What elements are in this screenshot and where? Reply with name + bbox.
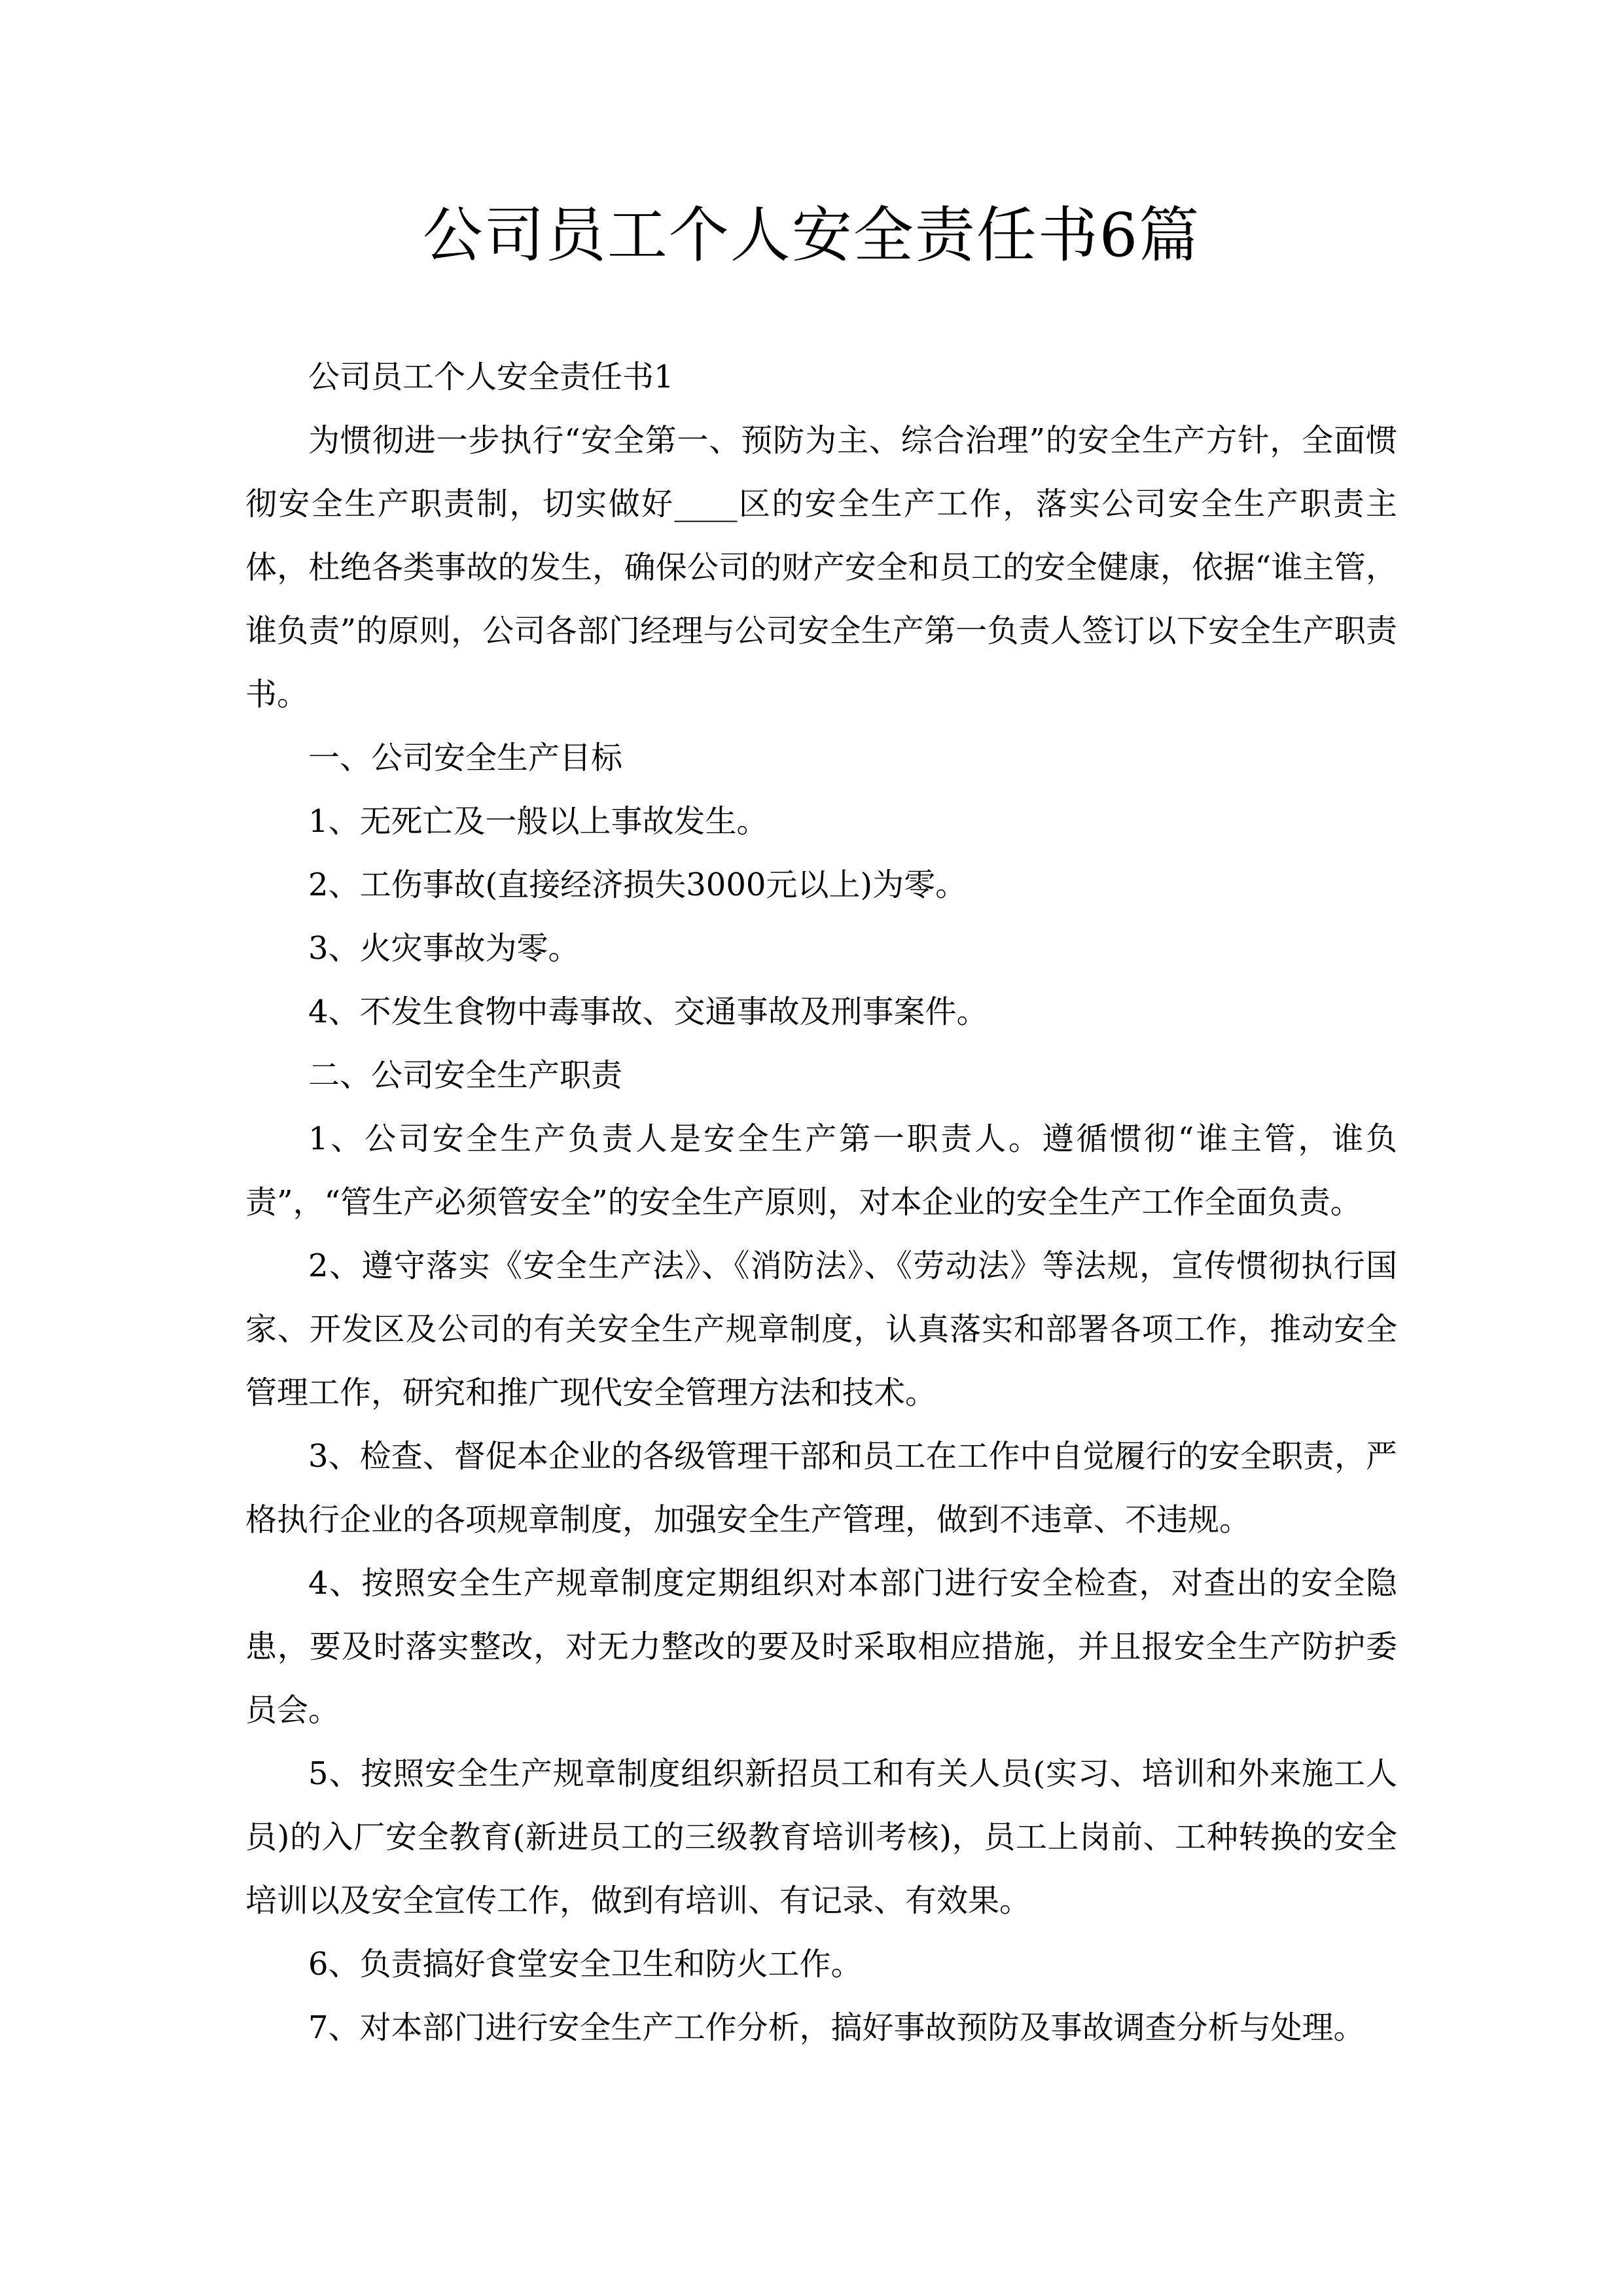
part2-item: 5、按照安全生产规章制度组织新招员工和有关人员(实习、培训和外来施工人员)的入厂安全教育(新进员工的三级教育培训考核)，员工上岗前、工种转换的安全培训以及安全宣传工作，做到有培训、有记录、有效果。 — [245, 1755, 1397, 1919]
document-title: 公司员工个人安全责任书6篇 — [422, 200, 1201, 270]
part1-heading: 一、公司安全生产目标 — [308, 740, 623, 776]
part2-item: 7、对本部门进行安全生产工作分析，搞好事故预防及事故调查分析与处理。 — [308, 2009, 1365, 2046]
part2-item: 3、检查、督促本企业的各级管理干部和员工在工作中自觉履行的安全职责，严格执行企业的各项规章制度，加强安全生产管理，做到不违章、不违规。 — [245, 1438, 1397, 1538]
part2-item: 4、按照安全生产规章制度定期组织对本部门进行安全检查，对查出的安全隐患，要及时落实整改，对无力整改的要及时采取相应措施，并且报安全生产防护委员会。 — [245, 1565, 1397, 1729]
part2-item: 1、公司安全生产负责人是安全生产第一职责人。遵循惯彻“谁主管，谁负责”，“管生产必须管安全”的安全生产原则，对本企业的安全生产工作全面负责。 — [245, 1121, 1397, 1221]
part1-item: 3、火灾事故为零。 — [308, 930, 580, 967]
part2-heading: 二、公司安全生产职责 — [308, 1057, 623, 1094]
part2-item: 6、负责搞好食堂安全卫生和防火工作。 — [308, 1946, 863, 1982]
document-body — [245, 346, 1397, 2060]
intro-paragraph: 为惯彻进一步执行“安全第一、预防为主、综合治理”的安全生产方针，全面惯彻安全生产职责制，切实做好____区的安全生产工作，落实公司安全生产职责主体，杜绝各类事故的发生，确保公司的财产安全和员工的安全健康，依据“谁主管，谁负责”的原则，公司各部门经理与公司安全生产第一负责人签订以下安全生产职责书。 — [245, 422, 1397, 713]
part1-item: 1、无死亡及一般以上事故发生。 — [308, 803, 768, 840]
section-title: 公司员工个人安全责任书1 — [308, 359, 674, 395]
part1-item: 2、工伤事故(直接经济损失3000元以上)为零。 — [308, 867, 967, 903]
part2-item: 2、遵守落实《安全生产法》、《消防法》、《劳动法》等法规，宣传惯彻执行国家、开发区及公司的有关安全生产规章制度，认真落实和部署各项工作，推动安全管理工作，研究和推广现代安全管理方法和技术。 — [245, 1247, 1397, 1411]
part1-item: 4、不发生食物中毒事故、交通事故及刑事案件。 — [308, 994, 988, 1030]
